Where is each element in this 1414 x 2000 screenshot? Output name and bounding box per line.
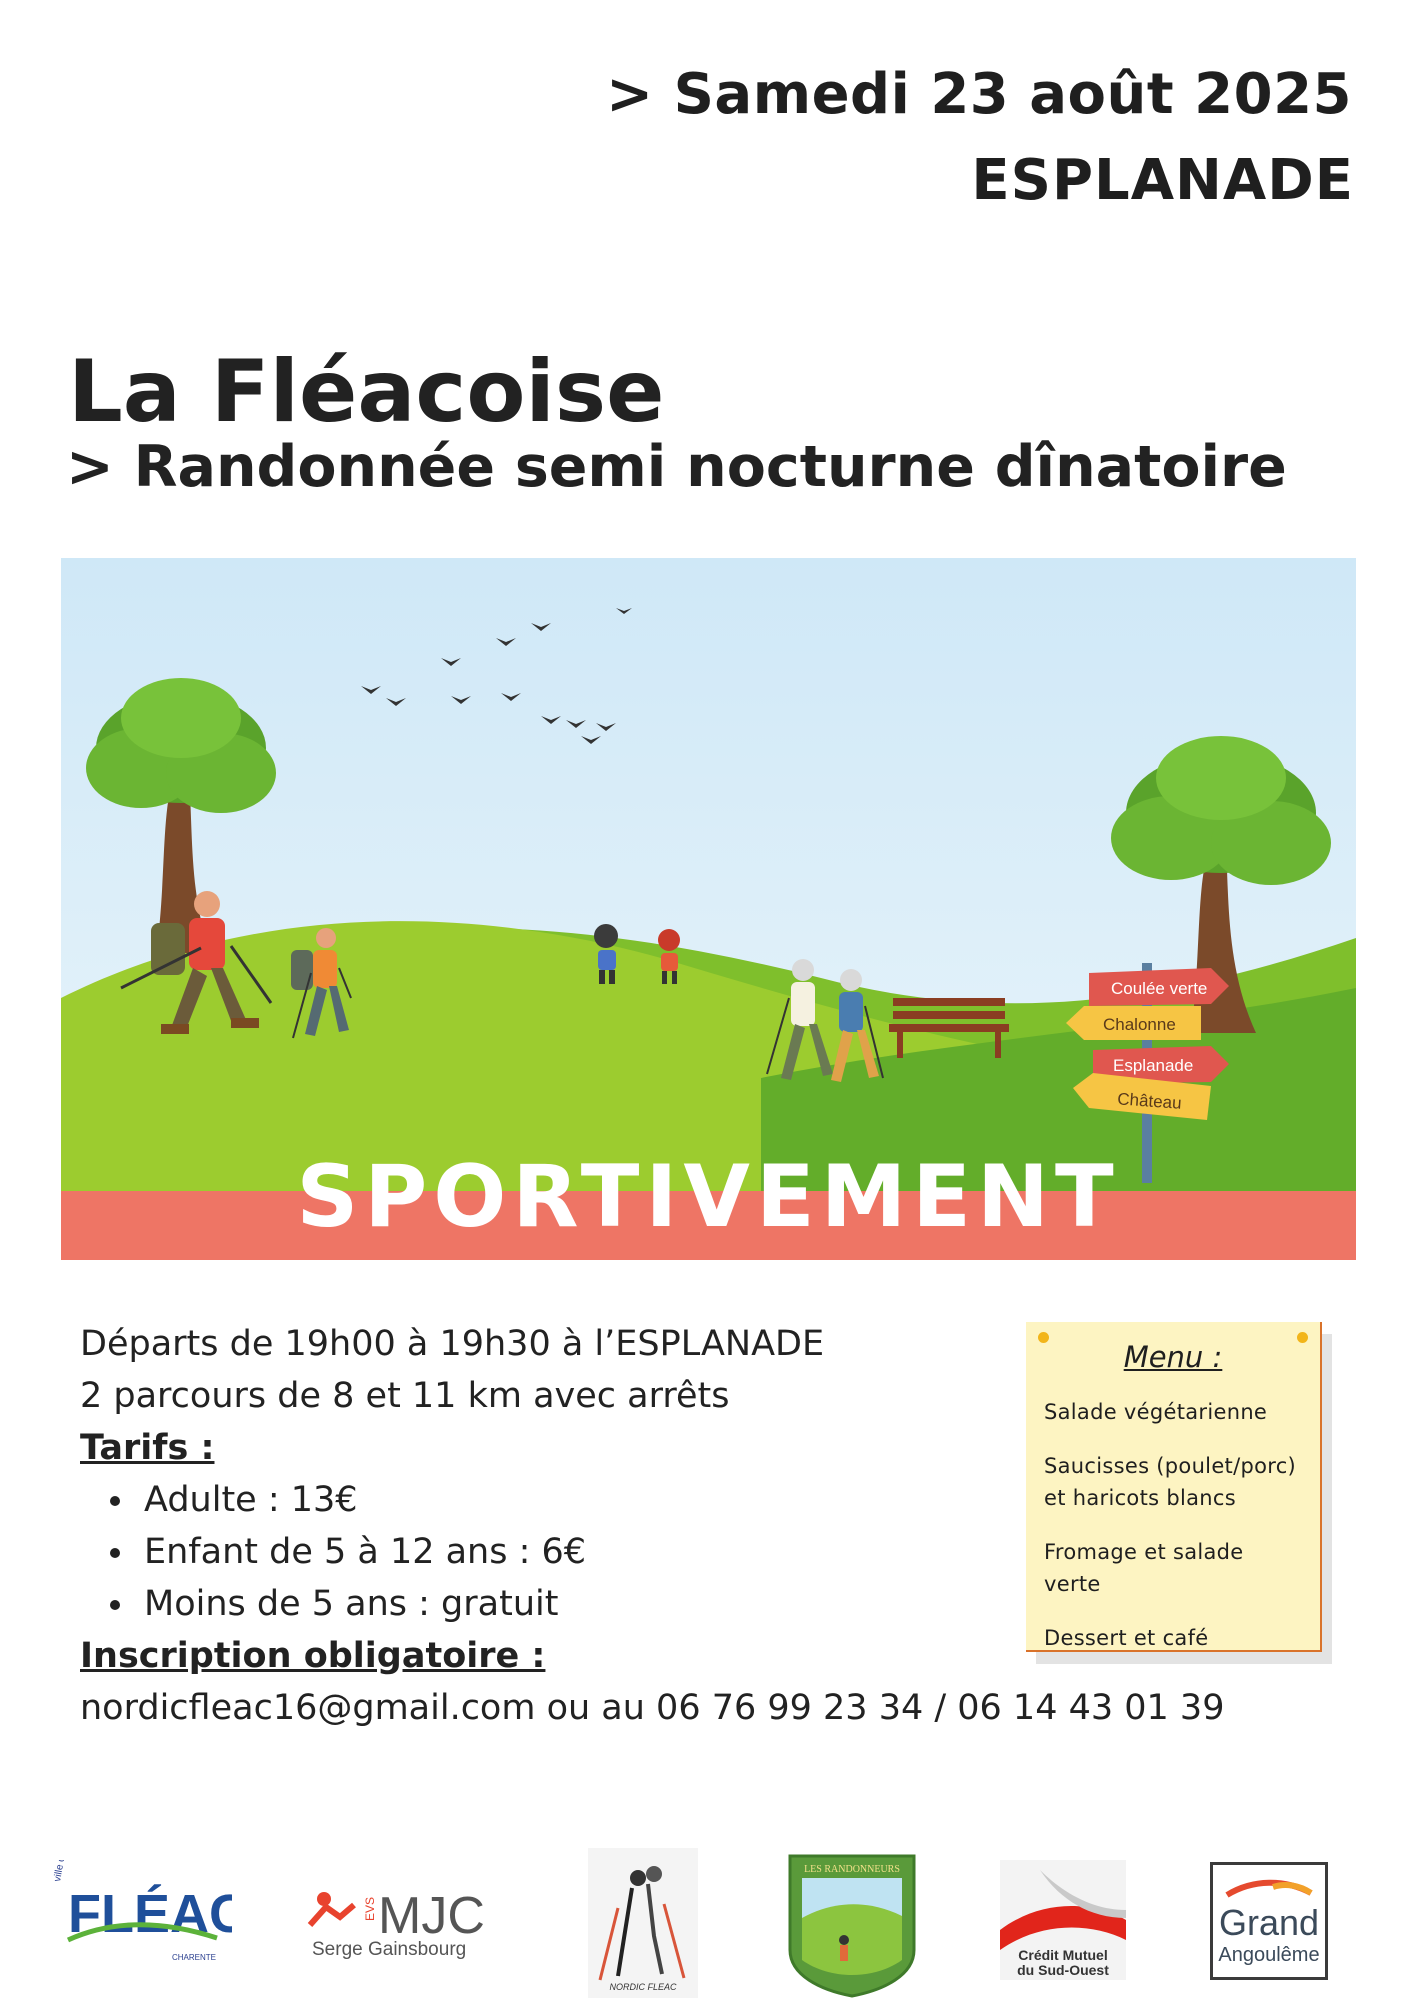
logo-fleac [52, 1860, 232, 1970]
pin-icon [1297, 1332, 1308, 1343]
logo-les-randonneurs [784, 1850, 920, 1998]
grand-label: Grand [1218, 1902, 1320, 1943]
sign-label-chalonne: Chalonne [1103, 1015, 1176, 1034]
angouleme-label: Angoulême [1218, 1944, 1320, 1966]
event-subtitle: > Randonnée semi nocturne dînatoire [66, 434, 1287, 500]
menu-item: Saucisses (poulet/porc) et haricots blancs [1044, 1454, 1297, 1510]
randonneurs-label: LES RANDONNEURS [804, 1864, 900, 1875]
fleac-wordmark: FLÉAC [68, 1884, 232, 1944]
banner-word: SPORTIVEMENT [296, 1147, 1120, 1247]
hero-illustration [61, 558, 1356, 1260]
tarifs-list [80, 1474, 1060, 1630]
event-date: > Samedi 23 août 2025 [606, 62, 1352, 127]
menu-title: Menu : [1123, 1340, 1223, 1374]
sign-label-esplanade: Esplanade [1113, 1056, 1194, 1075]
menu-item: Dessert et café [1044, 1626, 1209, 1650]
logo-nordic-fleac [588, 1848, 698, 1998]
departure-line: Départs de 19h00 à 19h30 à l’ESPLANADE [80, 1324, 825, 1364]
sign-label-chateau: Château [1116, 1089, 1183, 1113]
mjc-wordmark: MJC [378, 1887, 485, 1945]
contact-line: nordicfleac16@gmail.com ou au 06 76 99 23 34 / 06 14 43 01 39 [80, 1688, 1225, 1728]
inscription-heading: Inscription obligatoire : [80, 1636, 546, 1676]
credit-mutuel-line1: Crédit Mutuel [1018, 1947, 1108, 1963]
list-item: Enfant de 5 à 12 ans : 6€ [110, 1526, 1060, 1578]
mjc-evs: EVS [363, 1896, 377, 1921]
logo-grand-angouleme [1210, 1862, 1328, 1980]
menu-note [1026, 1322, 1322, 1652]
pin-icon [1038, 1332, 1049, 1343]
event-place: ESPLANADE [971, 148, 1354, 213]
list-item: Moins de 5 ans : gratuit [110, 1578, 1060, 1630]
fleac-region: CHARENTE [172, 1953, 217, 1962]
menu-item: Salade végétarienne [1044, 1400, 1268, 1424]
logo-mjc [306, 1885, 506, 1965]
sponsor-logos [0, 1840, 1414, 1990]
tarifs-heading: Tarifs : [80, 1428, 215, 1468]
credit-mutuel-line2: du Sud-Ouest [1017, 1962, 1109, 1978]
logo-credit-mutuel [1000, 1860, 1126, 1980]
sign-label-coulee-verte: Coulée verte [1111, 979, 1208, 998]
list-item: Adulte : 13€ [110, 1474, 1060, 1526]
nordic-label: NORDIC FLEAC [609, 1982, 677, 1992]
menu-item: Fromage et salade verte [1044, 1540, 1244, 1596]
event-title: La Fléacoise [68, 342, 665, 442]
fleac-small: ville de [52, 1860, 69, 1883]
mjc-name: Serge Gainsbourg [312, 1939, 467, 1960]
routes-line: 2 parcours de 8 et 11 km avec arrêts [80, 1376, 730, 1416]
